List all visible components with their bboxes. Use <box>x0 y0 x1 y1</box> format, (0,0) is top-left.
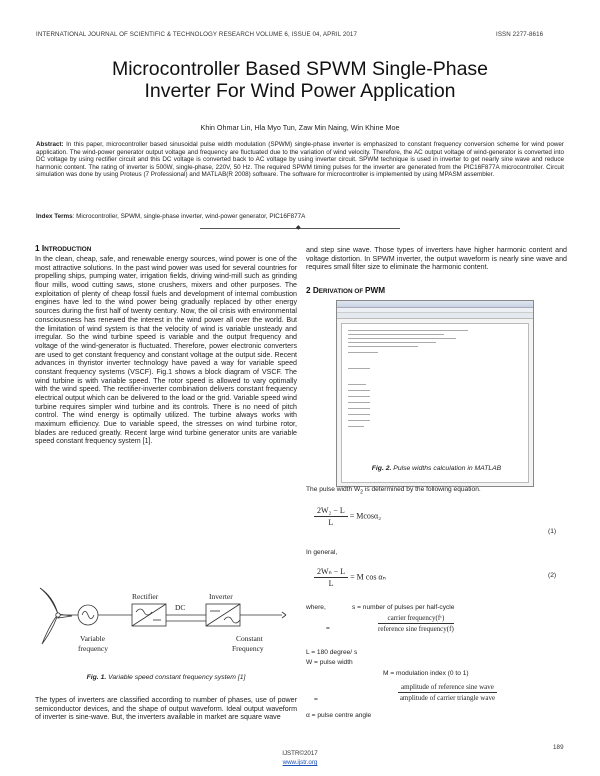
footer-url-wrap <box>250 759 350 766</box>
eq2-numerator: 2Wₙ − L <box>314 567 348 578</box>
label-constant: Constant <box>236 634 263 643</box>
s-equals: = <box>326 625 330 632</box>
section-2-title-rest: ERIVATION OF <box>318 288 366 295</box>
inverter-block <box>206 604 240 626</box>
fig2-caption-label: Fig. 2. <box>371 465 392 472</box>
section-1-continuation: and step sine wave. Those types of inverters have higher harmonic content and voltage distortion. In SPWM inverter, the output waveform is nearly sine wave and requires small filter size to eliminate the harmonic content. <box>306 246 567 272</box>
footer-code: IJSTR©2017 <box>282 750 318 757</box>
pulse-intro-b: is determined by the following equation. <box>363 486 481 493</box>
title-line-2: Inverter For Wind Power Application <box>144 80 456 102</box>
s-numerator: carrier frequency(fᶜ) <box>378 614 454 624</box>
fig2-caption-text: Pulse widths calculation in MATLAB <box>391 465 502 472</box>
label-inverter: Inverter <box>209 592 233 601</box>
fig1-caption-label: Fig. 1. <box>86 674 107 681</box>
section-1-number: 1 <box>35 244 42 253</box>
m-denominator: amplitude of carrier triangle wave <box>399 694 496 702</box>
fig2-caption <box>306 465 567 472</box>
label-dc: DC <box>175 603 186 612</box>
in-general: In general, <box>306 549 338 556</box>
abstract <box>36 141 564 179</box>
label-frequency: frequency <box>78 644 108 653</box>
equation-1 <box>314 506 381 527</box>
m-fraction <box>398 683 497 702</box>
pulse-width-intro <box>306 486 481 495</box>
journal-header: INTERNATIONAL JOURNAL OF SCIENTIFIC & TECHNOLOGY RESEARCH VOLUME 6, ISSUE 04, APRIL 2017 <box>36 31 358 38</box>
eq1-denominator: L <box>328 518 334 527</box>
where-label: where, <box>306 604 326 611</box>
pulse-intro-sub: 2 <box>360 489 364 496</box>
diamond-icon: ◆ <box>296 225 301 231</box>
eq1-numerator: 2W₂ − L <box>314 506 348 517</box>
section-2-cap: D <box>312 286 319 295</box>
issn: ISSN 2277-8616 <box>496 31 544 38</box>
w-definition: W = pulse width <box>306 659 353 666</box>
label-rectifier: Rectifier <box>132 592 159 601</box>
section-1-paragraph-2: The types of inverters are classified according to number of phases, use of power semiconductor devices, and the shape of output waveform. Ideal output waveform of inverter is sine-wave. But, the inverters available in market are square wave <box>35 696 297 722</box>
alpha-definition: α = pulse centre angle <box>306 712 372 719</box>
label-frequency-2: Frequency <box>232 644 264 653</box>
title-line-1: Microcontroller Based SPWM Single-Phase <box>111 58 489 80</box>
section-1-title-rest: NTRODUCTION <box>44 246 92 253</box>
generator-icon <box>78 605 98 625</box>
pulse-intro-a: The pulse width W <box>306 486 361 493</box>
m-equals: = <box>314 696 318 703</box>
s-definition: s = number of pulses per half-cycle <box>352 604 455 611</box>
index-terms-label: Index Terms <box>36 213 73 220</box>
eq2-rhs: = M cos αₙ <box>350 572 386 582</box>
abstract-text: In this paper, microcontroller based sinusoidal pulse width modulation (SPWM) single-phase inverter is emphasized to constant frequency conversion scheme for wind power application. The wind-power generator output voltage and frequency are fluctuated due to the variation of wind velocity. Therefore, the AC output voltage of wind-generator is converted into DC voltage by using rectifier circuit and this DC voltage is converted back to AC voltage by using inverter circuit. SPWM technique is used in inverter to get nearly sine wave and reduce harmonic content. The rating of inverter is 500W, single-phase, 220V, 50 Hz. The required SPWM timing pulses for the inverter are generated from the PIC16F877A microcontroller. Circuit simulation was done by using Proteus (7 Professional) and MATLAB(R 2008) software. The software for microcontroller is implemented by using MPASM assembler. <box>36 141 564 179</box>
equation-2 <box>314 567 386 588</box>
m-numerator: amplitude of reference sine wave <box>398 683 497 693</box>
fig1-diagram <box>36 586 298 658</box>
l-definition: L = 180 degree/ s <box>306 649 358 656</box>
section-1-heading <box>35 244 91 253</box>
window-titlebar <box>337 301 533 308</box>
command-window <box>341 323 529 483</box>
m-definition: M = modulation index (0 to 1) <box>383 670 469 677</box>
s-fraction <box>378 614 454 633</box>
section-2-heading <box>306 286 385 295</box>
rectifier-block <box>132 604 166 626</box>
index-terms <box>36 213 564 220</box>
section-1-paragraph-1: In the clean, cheap, safe, and renewable energy sources, wind power is one of the most attractive solutions. In the past wind power was used for several countries for propelling ships, pumping water, irrigation fields, driving wind-mill such as grinding flour mills, wood cutting saws, stone crushers, mixers and other purposes. The exploitation of plenty of cheap fossil fuels and development of internal combustion engines have led to the wind power being gradually replaced by other energy sources during the first half of twenty century. Now, the oil crisis with environmental consciousness has renewed the interest in the wind power all over the world. But the limitation of wind system is that the velocity of wind is variable unsteady and irregular. So the wind turbine speed is variable and the output frequency and voltage of the wind-generator is fluctuated. Therefore, power electronic converters are used to get constant frequency and constant voltage at the output side. Recent advances in thyristor inverter technology have paved a way for variable speed constant frequency systems (VSCF). Fig.1 shows a block diagram of VSCF. The wind turbine is with variable speed. The rotor speed is allowed to vary optimally with the wind speed. The rectifier-inverter combination delivers constant frequency electrical output which can be delivered to the load or the grid. Variable speed wind turbine requires simpler wind turbine and its controls. There is no need of pitch control. The wind energy is optimally utilized. The turbine always works with maximum efficiency. Due to variable speed, the stresses on wind turbine rotor, blades are reduced greatly. Recent large wind turbine generator units are variable speed constant frequency system [1]. <box>35 255 297 446</box>
label-variable: Variable <box>80 634 105 643</box>
section-2-title-pwm: PWM <box>365 286 386 295</box>
section-2-number: 2 <box>306 286 313 295</box>
index-terms-text: : Microcontroller, SPWM, single-phase inverter, wind-power generator, PIC16F877A <box>72 213 306 220</box>
eq1-number: (1) <box>548 528 557 535</box>
eq2-number: (2) <box>548 572 557 579</box>
eq2-denominator: L <box>328 579 334 588</box>
page-number: 189 <box>553 744 564 751</box>
window-toolbar <box>337 313 533 319</box>
footer-url-link[interactable]: www.ijstr.org <box>282 759 318 766</box>
authors: Khin Ohmar Lin, Hla Myo Tun, Zaw Min Naing, Win Khine Moe <box>200 123 400 132</box>
eq1-rhs: = Mcosα₂ <box>349 511 382 521</box>
wind-turbine-icon <box>40 588 78 644</box>
s-denominator: reference sine frequency(f) <box>378 625 454 633</box>
section-1-cap: I <box>41 244 45 253</box>
fig1-caption <box>35 674 297 681</box>
fig2-matlab-screenshot <box>336 300 534 487</box>
fig1-caption-text: Variable speed constant frequency system [1] <box>106 674 246 681</box>
page-title <box>40 58 560 102</box>
abstract-label: Abstract: <box>36 141 64 148</box>
